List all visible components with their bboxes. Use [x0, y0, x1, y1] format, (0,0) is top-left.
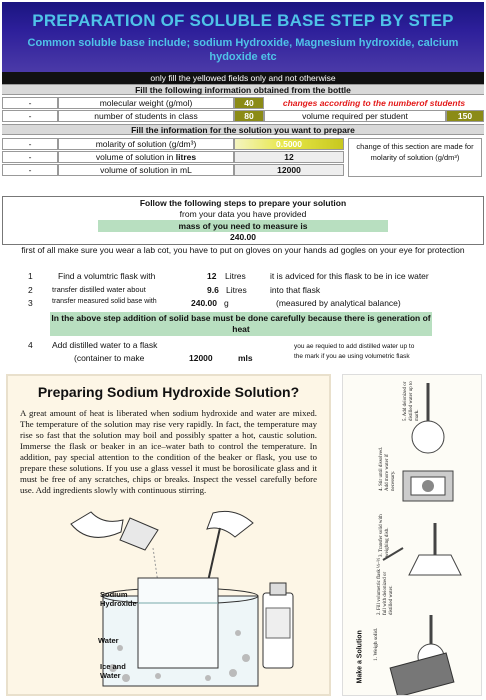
- volume-ml-label: volume of solution in mL: [58, 164, 234, 176]
- page-subtitle: Common soluble base include; sodium Hydroxide, Magnesium hydroxide, calcium hydoxide etc: [27, 37, 459, 63]
- unit: mls: [238, 353, 253, 363]
- volume-per-student-input[interactable]: 150: [446, 110, 484, 122]
- molarity-label: molarity of solution (g/dm³): [58, 138, 234, 150]
- page-title: PREPARATION OF SOLUBLE BASE STEP BY STEP: [32, 11, 454, 30]
- water-volume: 9.6: [207, 285, 219, 295]
- volume-ml-value: 12000: [234, 164, 344, 176]
- side-step-5: 5. Add deionized or distilled water up to mark.: [403, 381, 420, 421]
- label-water: Water: [98, 636, 119, 645]
- final-volume: 12000: [189, 353, 213, 363]
- instruction-bar: only fill the yellowed fields only and not otherwise: [2, 72, 484, 84]
- step-number: 1: [28, 271, 33, 281]
- make-solution-image: [342, 374, 482, 696]
- book-title: Preparing Sodium Hydroxide Solution?: [37, 384, 300, 400]
- step-text: Add distilled water to a flask: [52, 340, 158, 350]
- step-text: transfer measured solid base with: [52, 298, 157, 305]
- step-4-cont: [2, 353, 484, 367]
- section2-heading: Fill the information for the solution you want to prepare: [2, 124, 484, 135]
- volume-litres-label: [58, 151, 234, 163]
- unit: g: [224, 298, 229, 308]
- step-number: 2: [28, 285, 33, 295]
- book-body: A great amount of heat is liberated when sodium hydroxide and water are mixed. The temperature of the solution may rise very rapidly. In fact, the temperature may rise so fast that the solution may boil and possibly spatter a hot, caustic solution. Immerse the flask or beaker in an ice–water bath to control the temperature. In addition, pay special attention to the condition of the beaker or flask, you use to prepare these solutions. If you use a glass vessel it must be borosilicate glass and it must be free of any scratches, chips or breaks. Inspect the vessel carefully before use. Add ingredients slowly with continuous stirring.: [20, 408, 317, 495]
- base-mass: 240.00: [191, 298, 217, 308]
- steps-heading: Follow the following steps to prepare your solution: [139, 198, 347, 208]
- step-advice: the mark if you ae using volumetric flask: [294, 353, 410, 360]
- students-input[interactable]: 80: [234, 110, 264, 122]
- step-text: (container to make: [74, 353, 145, 363]
- unit: Litres: [225, 271, 246, 281]
- flask-steps-illustration: [343, 375, 482, 696]
- molecular-weight-input[interactable]: 40: [234, 97, 264, 109]
- step-4: [2, 340, 484, 354]
- step-3: [2, 298, 484, 312]
- dash: -: [2, 97, 58, 109]
- litres-word: litres: [175, 152, 197, 162]
- flask-volume: 12: [207, 271, 217, 281]
- dash: -: [2, 164, 58, 176]
- molarity-input[interactable]: 0.5000: [234, 138, 344, 150]
- students-row: [2, 110, 484, 122]
- dash: -: [2, 138, 58, 150]
- side-step-3: 3. Transfer solid with weighing dish.: [379, 514, 390, 557]
- label-ice-water: Ice and Water: [100, 662, 126, 680]
- molecular-weight-row: [2, 97, 484, 109]
- label-sodium-hydroxide: Sodium Hydroxide: [100, 590, 137, 608]
- safety-note: first of all make sure you wear a lab cot, you have to put on gloves on your hands ad gogles on your eye for protection: [21, 245, 465, 255]
- changes-note: changes according to the numberof students: [264, 97, 484, 109]
- step-advice: into that flask: [270, 285, 321, 295]
- step-1: [2, 271, 484, 285]
- side-step-1: 1. Weigh solid.: [373, 627, 379, 661]
- side-step-4: 4. Stir until dissolved. Add more water if necessary.: [379, 446, 396, 491]
- mass-value: 240.00: [230, 232, 256, 242]
- molecular-weight-label: molecular weight (g/mol): [58, 97, 234, 109]
- naoh-instructions-image: [6, 374, 331, 696]
- steps-from-data: from your data you have provided: [179, 209, 307, 219]
- step-advice: (measured by analytical balance): [276, 298, 401, 308]
- step-number: 3: [28, 298, 33, 308]
- mass-label: mass of you need to measure is: [98, 220, 388, 232]
- step-2: [2, 285, 484, 299]
- steps-panel: [2, 196, 484, 368]
- volume-litres-label-text: volume of solution in: [95, 152, 176, 162]
- volume-per-student-label: volume required per student: [264, 110, 446, 122]
- heat-warning: In the above step addition of solid base must be done carefully because there is generation of heat: [51, 313, 431, 334]
- title-banner: [2, 2, 484, 72]
- section2-note: change of this section are made for molarity of solution (g/dm³): [348, 138, 482, 177]
- step-number: 4: [28, 340, 33, 350]
- unit: Litres: [226, 285, 247, 295]
- side-title: Make a Solution: [356, 630, 364, 684]
- step-text: Find a volumtric flask with: [58, 271, 156, 281]
- section1-heading: Fill the following information obtained from the bottle: [2, 84, 484, 95]
- students-label: number of students in class: [58, 110, 234, 122]
- volume-litres-value: 12: [234, 151, 344, 163]
- side-step-2: 2. Fill volumetric flask ⅓–½ full with deionized or distilled water.: [377, 557, 394, 615]
- dash: -: [2, 110, 58, 122]
- step-text: transfer distilled water about: [52, 285, 146, 294]
- dash: -: [2, 151, 58, 163]
- step-advice: it is adviced for this flask to be in ice water: [270, 271, 429, 281]
- step-advice: you ae requied to add distilled water up to: [294, 343, 415, 350]
- beaker-illustration: [8, 508, 331, 696]
